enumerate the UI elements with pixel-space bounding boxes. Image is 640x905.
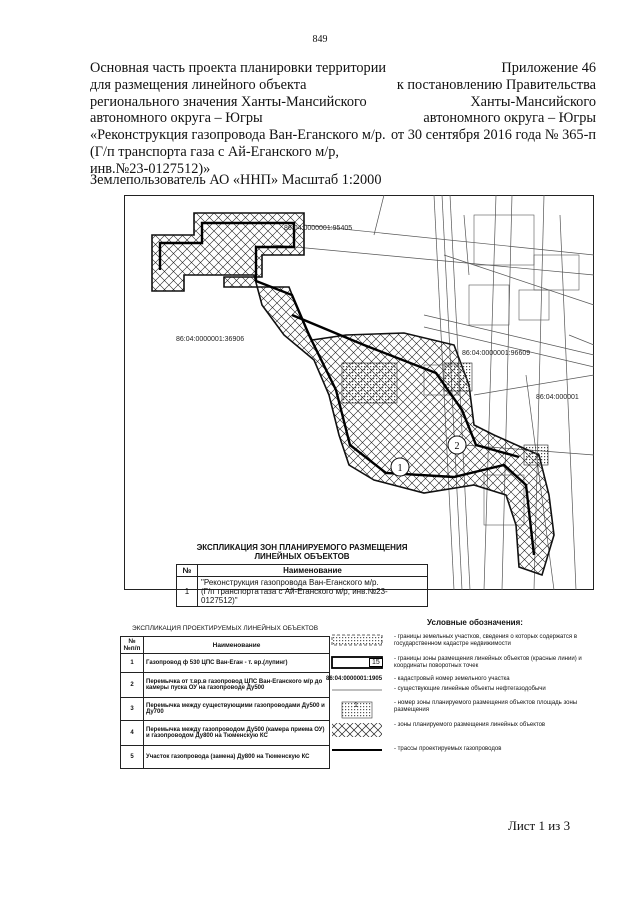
row-name: Участок газопровода (замена) Ду800 на Тюменскую КС xyxy=(144,746,330,769)
pipeline-route-symbol xyxy=(330,746,386,754)
col-name: Наименование xyxy=(198,565,428,577)
title-line: для размещения линейного объекта xyxy=(90,76,307,93)
zone-number: 2 xyxy=(454,441,460,452)
objects-explication-table xyxy=(120,636,330,769)
table-row xyxy=(121,746,330,769)
legend-text: - номер зоны планируемого размещения объектов площадь зоны размещения xyxy=(394,700,578,713)
row-no: 2 xyxy=(121,673,144,698)
row-name xyxy=(198,577,428,607)
col-no: №№п/п xyxy=(121,637,144,654)
land-parcel-area xyxy=(342,363,397,403)
title-line: автономного округа – Югры xyxy=(90,110,263,127)
zone-marker-1 xyxy=(391,458,409,476)
appendix-line: к постановлению Правительства xyxy=(396,76,596,93)
land-parcel-area xyxy=(444,363,472,391)
appendix-line: автономного округа – Югры xyxy=(423,110,596,127)
row-no: 1 xyxy=(177,577,198,607)
title-line: (Г/п транспорта газа с Ай-Еганского м/р, xyxy=(90,143,339,160)
zone-number: 1 xyxy=(397,463,403,474)
legend-text: - границы зоны размещения линейных объектов (красные линии) и координаты поворотных точек xyxy=(394,656,582,669)
appendix-line: от 30 сентября 2016 года № 365-п xyxy=(390,127,596,144)
legend-text: - зоны планируемого размещения линейных объектов xyxy=(394,722,546,728)
table-row xyxy=(121,698,330,721)
legend-title: Условные обозначения: xyxy=(427,618,523,627)
cadastral-label: 86:04:0000001:36906 xyxy=(176,336,245,343)
col-no: № xyxy=(177,565,198,577)
existing-lines-symbol xyxy=(330,686,386,694)
row-no: 3 xyxy=(121,698,144,721)
legend-text: - существующие линейные объекты нефтегазодобычи xyxy=(394,686,546,692)
row-name: Перемычка между существующими газопроводами Ду500 и Ду700 xyxy=(144,698,330,721)
cadastral-number-sample: 86:04:0000001:1905 xyxy=(326,676,383,682)
row-no: 5 xyxy=(121,746,144,769)
row-name: Перемычка между газопроводом Ду500 (камера приема ОУ) и газопроводом Ду800 на Тюменскую КС xyxy=(144,721,330,746)
zone-number-symbol xyxy=(330,700,386,720)
land-parcel-area xyxy=(524,445,548,465)
legend-text: - трассы проектируемых газопроводов xyxy=(394,746,502,752)
legend-text: - границы земельных участков, сведения о которых содержатся в государственном кадастре недвижимости xyxy=(394,634,578,647)
table-row xyxy=(121,673,330,698)
cadastral-label: 86:04:0000001:96609 xyxy=(462,350,531,357)
cadastral-label: 86:04:0000001:95405 xyxy=(284,225,353,232)
row-name-line: (Г/п транспорта газа с Ай-Еганского м/р, инв.№23-0127512)" xyxy=(201,587,388,605)
point-number: 15 xyxy=(369,658,383,667)
title-line: регионального значения Ханты-Мансийского xyxy=(90,93,367,110)
appendix-line: Приложение 46 xyxy=(501,60,596,76)
legend-text: - кадастровый номер земельного участка xyxy=(394,676,510,682)
document-title xyxy=(90,60,390,178)
table-row xyxy=(121,721,330,746)
planning-map xyxy=(124,195,594,590)
col-name: Наименование xyxy=(144,637,330,654)
zone-number-sample: 1 xyxy=(354,702,358,709)
zones-explication-table xyxy=(176,564,428,607)
parcel-boundary-symbol xyxy=(330,634,386,646)
legend xyxy=(326,618,600,752)
zones-explication-caption: ЭКСПЛИКАЦИЯ ЗОН ПЛАНИРУЕМОГО РАЗМЕЩЕНИЯ ЛИНЕЙНЫХ ОБЪЕКТОВ xyxy=(196,543,408,561)
row-name: Перемычка от т.вр.в газопровод ЦПС Ван-Еганского м/р до камеры пуска ОУ на газопроводе Ду500 xyxy=(144,673,330,698)
row-no: 1 xyxy=(121,654,144,673)
title-line: Основная часть проекта планировки территории xyxy=(90,60,387,76)
objects-explication xyxy=(120,625,330,769)
sheet-number: Лист 1 из 3 xyxy=(508,818,571,833)
row-name: Газопровод ф 530 ЦПС Ван-Еган - т. вр.(лупинг) xyxy=(144,654,330,673)
appendix-block xyxy=(390,60,596,144)
row-no: 4 xyxy=(121,721,144,746)
page-number: 849 xyxy=(312,34,328,45)
cadastral-label: 86:04:000001 xyxy=(536,394,579,401)
table-row xyxy=(121,654,330,673)
table-header-row xyxy=(121,637,330,654)
title-line: инв.№23-0127512)» xyxy=(90,160,211,177)
table-header-row xyxy=(177,565,428,577)
objects-explication-caption: ЭКСПЛИКАЦИЯ ПРОЕКТИРУЕМЫХ ЛИНЕЙНЫХ ОБЪЕКТОВ xyxy=(131,625,319,632)
zones-explication xyxy=(176,543,428,607)
row-name-line: "Реконструкция газопровода Ван-Еганского м/р. xyxy=(201,578,379,587)
zone-marker-2 xyxy=(448,436,466,454)
appendix-line: Ханты-Мансийского xyxy=(470,93,596,110)
table-row xyxy=(177,577,428,607)
landuser-scale: Землепользователь АО «ННП» Масштаб 1:2000 xyxy=(90,172,382,188)
title-line: «Реконструкция газопровода Ван-Еганского м/р. xyxy=(90,127,386,144)
placement-zone-symbol xyxy=(330,722,386,738)
